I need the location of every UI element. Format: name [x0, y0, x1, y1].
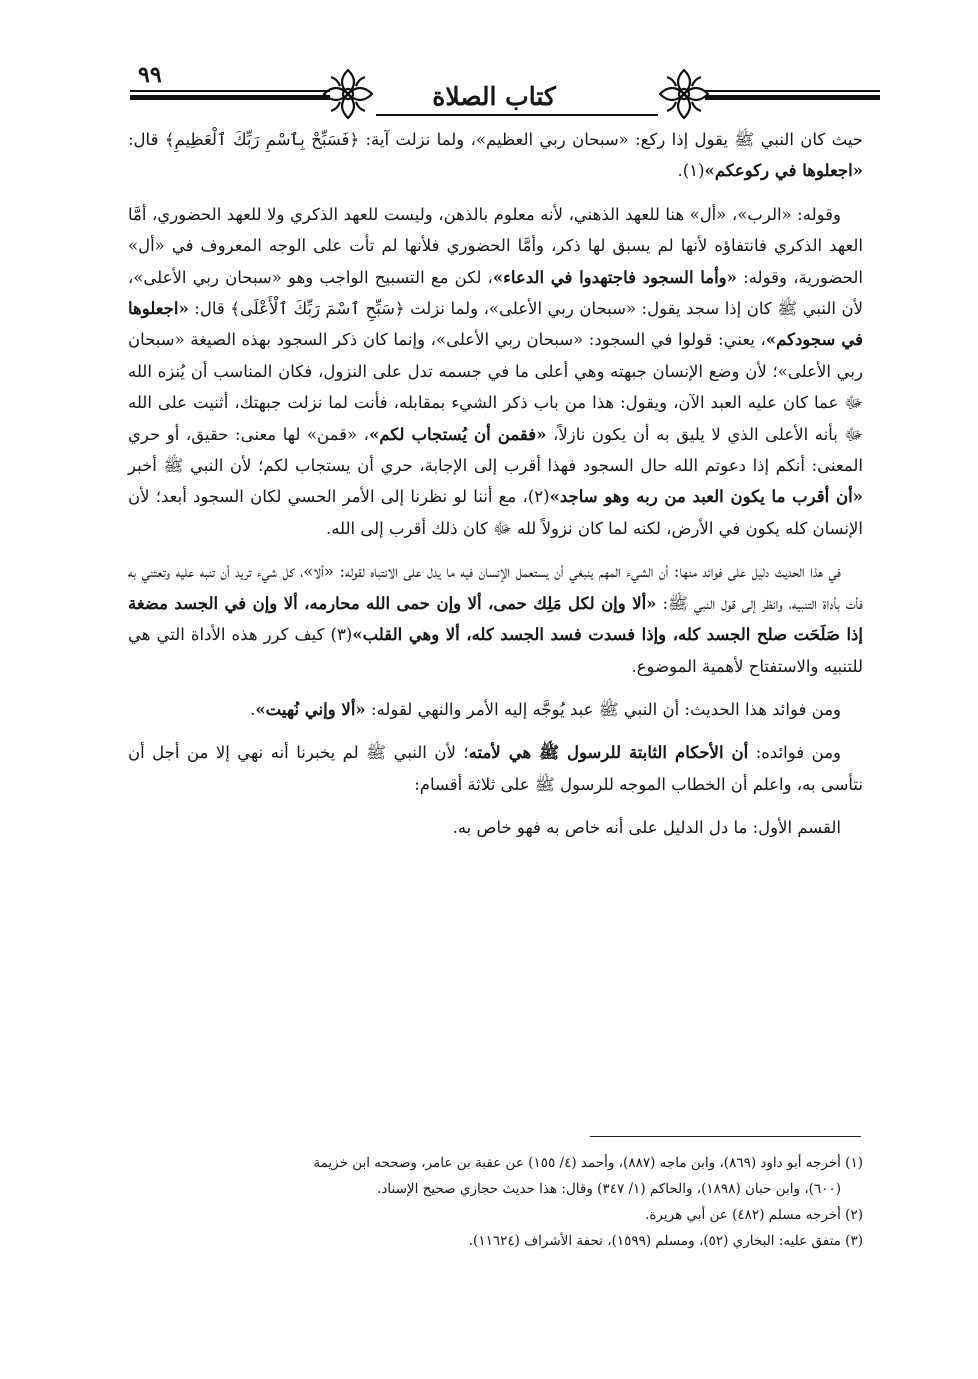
paragraph	[128, 556, 863, 682]
header-rule-left-thick	[130, 95, 330, 100]
book-title: كتاب الصلاة	[432, 82, 556, 111]
bold-quote: «وأما السجود فاجتهدوا في الدعاء»	[492, 267, 737, 287]
text-run: ، «قمن» لها معنى: حقيق، أو حري المعنى: أنكم إذا دعوتم الله حال السجود فهذا أقرب إلى الإجابة، حري أن يستجاب لكم؛ لأن النبي ﷺ أخبر	[128, 424, 863, 476]
paragraph	[128, 199, 863, 544]
paragraph	[128, 812, 863, 843]
bold-quote: «ألا وإن لكل مَلِك حمى، ألا وإن حمى الله محارمه، ألا وإن في الجسد مضغة إذا صَلَحَت صلح الجسد كله، وإذا فسدت فسد الجسد كله، ألا وهي القلب»	[128, 593, 863, 645]
text-run: (٢)، مع أننا لو نظرنا إلى الأمر الحسي لكان السجود أبعد؛ لأن الإنسان كله يكون في الأرض، لكنه لما كان نزولاً لله ﷻ كان ذلك أقرب إلى الله.	[128, 487, 863, 538]
text-run: وقوله: «الرب»، «أل» هنا للعهد الذهني، لأنه معلوم بالذهن، وليست للعهد الذكري ولا للعهد الحضوري، أمَّا العهد الذكري فانتفاؤه لأنها لم يسبق لها ذكر، وأمَّا الحضوري فلأنها لم تأت على الوجه المعروف في «أل» الحضورية، وقوله:	[128, 204, 863, 287]
paragraph	[128, 124, 863, 187]
bold-quote: أن الأحكام الثابتة للرسول ﷺ هي لأمته	[468, 743, 749, 763]
page-number: ٩٩	[138, 62, 162, 88]
footnote-3: (٣) متفق عليه: البخاري (٥٢)، ومسلم (١٥٩٩)، تحفة الأشراف (١١٦٢٤).	[468, 1233, 863, 1249]
footnote-2: (٢) أخرجه مسلم (٤٨٢) عن أبي هريرة.	[645, 1207, 863, 1223]
bold-quote: «ألا وإني نُهيت»	[255, 699, 366, 719]
paragraph	[128, 694, 863, 725]
header-rule-right-thin	[705, 90, 880, 92]
text-run: (٣) كيف كرر هذه الأداة التي هي للتنبيه والاستفتاح لأهمية الموضوع.	[128, 625, 863, 676]
text-run: في هذا الحديث دليل على فوائد منها: أن الشيء المهم ينبغي أن يستعمل الإنسان فيه ما يدل على الانتباه لقوله: «ألا»، كل شيء تريد أن تنبه عليه وتعتني به فأت بأداة التنبيه، وانظر إلى قول النبي ﷺ:	[128, 562, 863, 613]
bold-quote: «اجعلوها في سجودكم»	[128, 299, 863, 350]
text-run: ومن فوائده:	[748, 743, 842, 763]
header-rule-left-thin	[130, 90, 330, 92]
page-header	[0, 0, 978, 130]
text-run: .	[250, 699, 256, 719]
text-run: ومن فوائد هذا الحديث: أن النبي ﷺ عبد يُوجَّه إليه الأمر والنهي لقوله:	[365, 699, 841, 719]
footnote-1: (١) أخرجه أبو داود (٨٦٩)، وابن ماجه (٨٨٧)، وأحمد (٤/ ١٥٥) عن عقبة بن عامر، وصححه ابن خزيمة	[313, 1155, 863, 1171]
bold-quote: «اجعلوها في ركوعكم»	[704, 161, 863, 181]
text-run: ؛ لأن النبي ﷺ لم يخبرنا أنه نهي إلا من أجل أن نتأسى به، واعلم أن الخطاب الموجه للرسول ﷺ على ثلاثة أقسام:	[128, 743, 863, 794]
floral-ornament-icon	[320, 66, 376, 122]
bold-quote: «فقمن أن يُستجاب لكم»	[369, 424, 547, 444]
text-run: القسم الأول: ما دل الدليل على أنه خاص به فهو خاص به.	[452, 818, 841, 838]
header-rule-right-thick	[705, 95, 880, 100]
floral-ornament-icon	[656, 66, 712, 122]
body-text	[128, 124, 863, 844]
header-title-rule	[376, 114, 658, 116]
text-run: (١).	[677, 161, 705, 181]
text-run: حيث كان النبي ﷺ يقول إذا ركع: «سبحان ربي العظيم»، ولما نزلت آية: ﴿فَسَبِّحْ بِٱسْمِ رَبِّكَ ٱلْعَظِيمِ﴾ قال:	[128, 130, 863, 149]
paragraph	[128, 737, 863, 800]
footnote-1-continuation: (٦٠٠)، وابن حبان (١٨٩٨)، والحاكم (١/ ٣٤٧) وقال: هذا حديث حجازي صحيح الإسناد.	[377, 1181, 841, 1197]
text-run: ، يعني: قولوا في السجود: «سبحان ربي الأعلى»، وإنما كان ذكر السجود بهذه الصيغة «سبحان ربي الأعلى»؛ لأن وضع الإنسان جبهته وهي أعلى ما في جسمه تدل على النزول، فكان المناسب أن يُنزه الله ﷻ عما كان عليه العبد الآن، ويقول: هذا من باب ذكر الشيء بمقابله، فأنت لما نزلت جبهتك، أثنيت على الله ﷻ بأنه الأعلى الذي لا يليق به أن يكون نازلاً،	[128, 330, 863, 444]
text-run: ، لكن مع التسبيح الواجب وهو «سبحان ربي الأعلى»، لأن النبي ﷺ كان إذا سجد يقول: «سبحان ربي الأعلى»، ولما نزلت ﴿سَبِّحِ ٱسْمَ رَبِّكَ ٱلْأَعْلَى﴾ قال:	[128, 267, 863, 319]
bold-quote: «أن أقرب ما يكون العبد من ربه وهو ساجد»	[549, 487, 863, 507]
footnotes	[128, 1150, 863, 1254]
footnote-divider	[590, 1136, 861, 1137]
